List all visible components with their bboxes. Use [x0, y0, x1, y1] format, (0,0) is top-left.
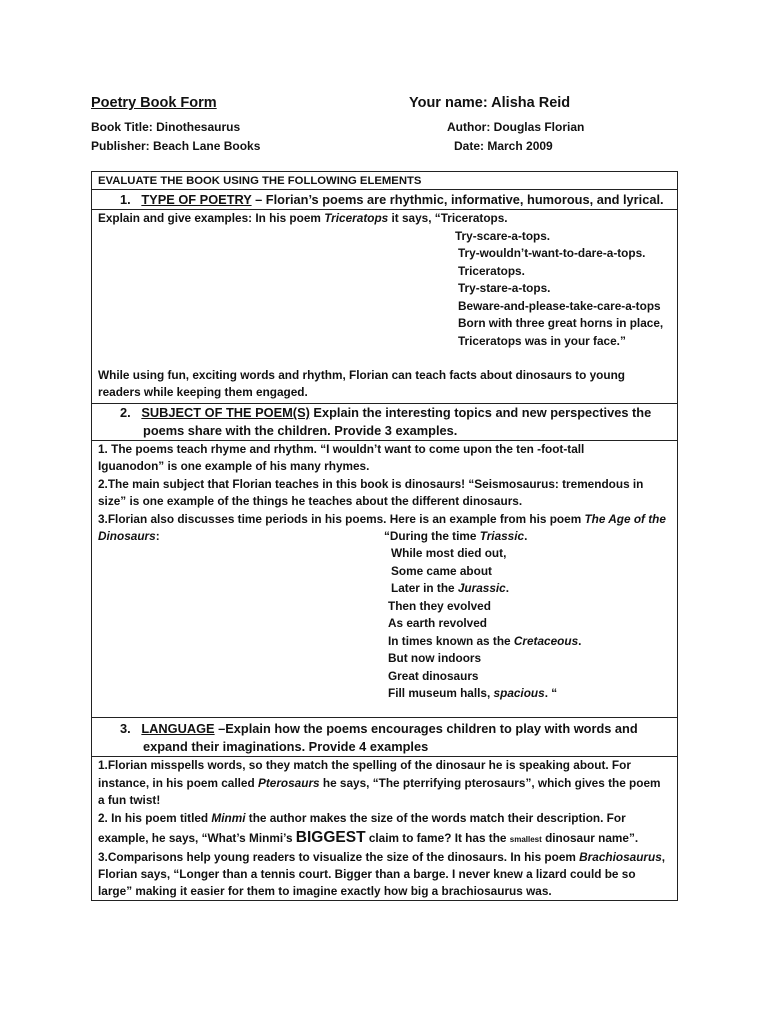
poem-line: Some came about [391, 564, 492, 578]
poem-line: But now indoors [388, 651, 482, 665]
section-2-text: size” is one example of the things he teaches about the different dinosaurs. [98, 494, 523, 508]
section-2-text: 3.Florian also discusses time periods in his poems. Here is an example from his poem The Age of the [98, 512, 666, 526]
section-2-heading: poems share with the children. Provide 3 examples. [143, 423, 458, 438]
section-2-text: 2.The main subject that Florian teaches in this book is dinosaurs! “Seismosaurus: tremendous in [98, 477, 644, 491]
section-1-intro: Explain and give examples: In his poem Triceratops it says, “Triceratops. [98, 211, 508, 225]
divider [92, 189, 677, 190]
section-1-heading: 1. TYPE OF POETRY – Florian’s poems are rhythmic, informative, humorous, and lyrical. [120, 192, 664, 207]
smallest-word: smallest [509, 835, 542, 844]
section-3-text: a fun twist! [98, 793, 161, 807]
poem-line: As earth revolved [388, 616, 488, 630]
date: Date: March 2009 [454, 139, 553, 153]
poem-line: While most died out, [391, 546, 507, 560]
section-1-summary: readers while keeping them engaged. [98, 385, 308, 399]
section-3-heading: expand their imaginations. Provide 4 examples [143, 739, 429, 754]
form-title: Poetry Book Form [91, 95, 217, 111]
poem-line: “During the time Triassic. [384, 529, 528, 543]
poem-line: Then they evolved [388, 599, 491, 613]
biggest-word: BIGGEST [295, 829, 366, 846]
poem-line: Born with three great horns in place, [458, 316, 664, 330]
section-2-text: Iguanodon” is one example of his many rhymes. [98, 459, 370, 473]
divider [92, 717, 677, 718]
section-3-text: large” making it easier for them to imagine exactly how big a brachiosaurus was. [98, 884, 552, 898]
section-3-text: 1.Florian misspells words, so they match the spelling of the dinosaur he is speaking about. For [98, 758, 631, 772]
poem-line: Try-wouldn’t-want-to-dare-a-tops. [458, 246, 646, 260]
poem-line: Beware-and-please-take-care-a-tops [458, 299, 661, 313]
poem-line: Fill museum halls, spacious. “ [388, 686, 558, 700]
poem-line: Try-stare-a-tops. [458, 281, 551, 295]
section-2-text: Dinosaurs: [98, 529, 160, 543]
section-2-heading: 2. SUBJECT OF THE POEM(S) Explain the interesting topics and new perspectives the [120, 405, 652, 420]
poem-line: Later in the Jurassic. [391, 581, 510, 595]
poem-line: Triceratops was in your face.” [458, 334, 626, 348]
section-2-text: 1. The poems teach rhyme and rhythm. “I wouldn’t want to come upon the ten -foot-tall [98, 442, 585, 456]
section-3-text: instance, in his poem called Pterosaurs he says, “The pterrifying pterosaurs”, which gives the poem [98, 776, 661, 790]
section-3-text: 3.Comparisons help young readers to visualize the size of the dinosaurs. In his poem Brachiosaurus, [98, 850, 666, 864]
poem-line: Great dinosaurs [388, 669, 479, 683]
book-title: Book Title: Dinothesaurus [91, 120, 241, 134]
section-3-text: example, he says, “What’s Minmi’s BIGGEST claim to fame? It has the smallest dinosaur name”. [98, 829, 639, 846]
section-1-summary: While using fun, exciting words and rhythm, Florian can teach facts about dinosaurs to young [98, 368, 625, 382]
student-name: Your name: Alisha Reid [409, 95, 571, 111]
table-title: EVALUATE THE BOOK USING THE FOLLOWING ELEMENTS [98, 175, 422, 187]
section-3-text: 2. In his poem titled Minmi the author makes the size of the words match their description. For [98, 811, 626, 825]
evaluation-table [91, 171, 678, 901]
poem-line: In times known as the Cretaceous. [388, 634, 582, 648]
section-3-heading: 3. LANGUAGE –Explain how the poems encourages children to play with words and [120, 721, 638, 736]
poem-line: Triceratops. [458, 264, 525, 278]
publisher: Publisher: Beach Lane Books [91, 139, 261, 153]
section-3-text: Florian says, “Longer than a tennis court. Bigger than a barge. I never knew a lizard could be so [98, 867, 636, 881]
poem-line: Try-scare-a-tops. [455, 229, 551, 243]
author: Author: Douglas Florian [447, 120, 585, 134]
